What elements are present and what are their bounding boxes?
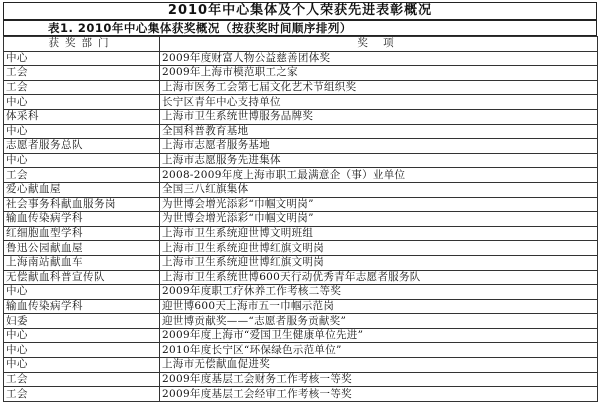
- award-cell: 全国科普教育基地: [160, 124, 598, 139]
- awards-table: [3, 36, 598, 402]
- table-row: [4, 197, 598, 212]
- department-cell: 工会: [4, 168, 160, 183]
- department-cell: 输血传染病学科: [4, 299, 160, 314]
- table-body: [4, 51, 598, 401]
- table-row: [4, 212, 598, 227]
- header-department: 获奖部门: [4, 37, 160, 52]
- table-row: [4, 95, 598, 110]
- table-row: [4, 343, 598, 358]
- department-cell: 红细胞血型学科: [4, 226, 160, 241]
- award-cell: 长宁区青年中心支持单位: [160, 95, 598, 110]
- department-cell: 工会: [4, 372, 160, 387]
- department-cell: 爱心献血屋: [4, 182, 160, 197]
- table-row: [4, 51, 598, 66]
- award-cell: 为世博会增光添彩“巾帼文明岗”: [160, 197, 598, 212]
- department-cell: 工会: [4, 387, 160, 402]
- award-cell: 2009年度基层工会经审工作考核一等奖: [160, 387, 598, 402]
- award-cell: 迎世博贡献奖——“志愿者服务贡献奖”: [160, 314, 598, 329]
- table-row: [4, 372, 598, 387]
- award-cell: 2009年度财富人物公益慈善团体奖: [160, 51, 598, 66]
- department-cell: 妇委: [4, 314, 160, 329]
- department-cell: 鲁迅公园献血屋: [4, 241, 160, 256]
- award-cell: 上海市卫生系统迎世博文明班组: [160, 226, 598, 241]
- department-cell: 工会: [4, 80, 160, 95]
- award-cell: 上海市卫生系统迎世博红旗文明岗: [160, 255, 598, 270]
- award-cell: 为世博会增光添彩“巾帼文明岗”: [160, 212, 598, 227]
- award-cell: 上海市卫生系统世博600天行动优秀青年志愿者服务队: [160, 270, 598, 285]
- department-cell: 中心: [4, 51, 160, 66]
- award-cell: 上海市志愿服务先进集体: [160, 153, 598, 168]
- table-row: [4, 241, 598, 256]
- award-cell: 2009年度职工疗休养工作考核二等奖: [160, 285, 598, 300]
- department-cell: 中心: [4, 343, 160, 358]
- department-cell: 输血传染病学科: [4, 212, 160, 227]
- table-row: [4, 182, 598, 197]
- table-caption: 表1. 2010年中心集体获奖概况（按获奖时间顺序排列）: [3, 21, 597, 36]
- award-cell: 2010年度长宁区“环保绿色示范单位”: [160, 343, 598, 358]
- department-cell: 无偿献血科普宣传队: [4, 270, 160, 285]
- table-row: [4, 285, 598, 300]
- table-row: [4, 66, 598, 81]
- award-cell: 2009年度基层工会财务工作考核一等奖: [160, 372, 598, 387]
- table-row: [4, 168, 598, 183]
- page-title: 2010年中心集体及个人荣获先进表彰概况: [3, 2, 597, 21]
- table-row: [4, 358, 598, 373]
- table-header-row: [4, 37, 598, 52]
- award-cell: 2009年上海市模范职工之家: [160, 66, 598, 81]
- award-cell: 2009年度上海市“爱国卫生健康单位先进”: [160, 328, 598, 343]
- table-row: [4, 387, 598, 402]
- award-cell: 上海市卫生系统迎世博红旗文明岗: [160, 241, 598, 256]
- table-row: [4, 255, 598, 270]
- document-sheet: [3, 2, 597, 398]
- award-cell: 上海市医务工会第七届文化艺术节组织奖: [160, 80, 598, 95]
- award-cell: 上海市卫生系统世博服务品牌奖: [160, 109, 598, 124]
- department-cell: 志愿者服务总队: [4, 139, 160, 154]
- table-row: [4, 226, 598, 241]
- department-cell: 社会事务科献血服务岗: [4, 197, 160, 212]
- award-cell: 上海市志愿者服务基地: [160, 139, 598, 154]
- table-row: [4, 139, 598, 154]
- table-row: [4, 314, 598, 329]
- department-cell: 体采科: [4, 109, 160, 124]
- award-cell: 上海市无偿献血促进奖: [160, 358, 598, 373]
- header-award: 奖 项: [160, 37, 598, 52]
- department-cell: 工会: [4, 66, 160, 81]
- award-cell: 迎世博600天上海市五一巾帼示范岗: [160, 299, 598, 314]
- department-cell: 中心: [4, 328, 160, 343]
- department-cell: 中心: [4, 124, 160, 139]
- award-cell: 2008-2009年度上海市职工最满意企（事）业单位: [160, 168, 598, 183]
- table-row: [4, 124, 598, 139]
- department-cell: 中心: [4, 153, 160, 168]
- department-cell: 中心: [4, 285, 160, 300]
- table-row: [4, 109, 598, 124]
- table-row: [4, 299, 598, 314]
- department-cell: 中心: [4, 95, 160, 110]
- table-row: [4, 153, 598, 168]
- table-row: [4, 270, 598, 285]
- award-cell: 全国三八红旗集体: [160, 182, 598, 197]
- table-row: [4, 80, 598, 95]
- department-cell: 中心: [4, 358, 160, 373]
- table-row: [4, 328, 598, 343]
- department-cell: 上海南站献血车: [4, 255, 160, 270]
